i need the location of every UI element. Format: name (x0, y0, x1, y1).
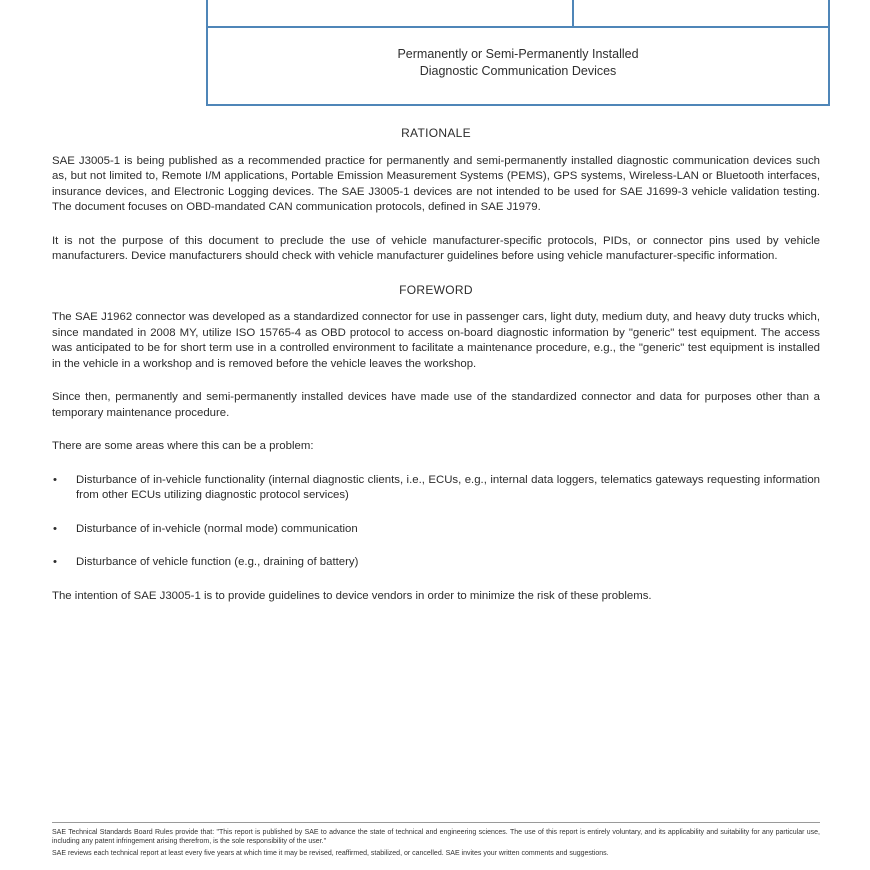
bullet-icon: • (53, 556, 57, 568)
footer-line-2: SAE reviews each technical report at least every five years at which time it may be revised, reaffirmed, stabilized, or cancelled. SAE invites your written comments and suggestions. (52, 850, 609, 857)
rationale-heading: RATIONALE (401, 126, 471, 140)
foreword-paragraph-2: Since then, permanently and semi-permanently installed devices have made use of the standardized connector and data for purposes other than a temporary maintenance procedure. (52, 391, 820, 419)
list-item-text: Disturbance of vehicle function (e.g., draining of battery) (76, 556, 359, 568)
title-box-divider (572, 0, 574, 26)
foreword-paragraph-3: There are some areas where this can be a problem: (52, 440, 314, 452)
document-title (208, 46, 828, 80)
list-item (52, 473, 820, 504)
list-item (52, 555, 820, 571)
page-footer (52, 822, 820, 861)
document-title-line-1: Permanently or Semi-Permanently Installed (397, 47, 639, 61)
rationale-paragraph-2: It is not the purpose of this document to preclude the use of vehicle manufacturer-specific protocols, PIDs, or connector pins used by vehicle manufacturers. Device manufacturers should check with vehicle manufacturer guidelines before using vehicle manufacturer-specific information. (52, 234, 820, 262)
bullet-icon: • (53, 522, 57, 535)
foreword-closing: The intention of SAE J3005-1 is to provide guidelines to device vendors in order to minimize the risk of these problems. (52, 589, 652, 602)
footer-line-1: SAE Technical Standards Board Rules provide that: "This report is published by SAE to advance the state of technical and engineering sciences. The use of this report is entirely voluntary, and its applicability and suitability for any particular use, including any patent infringement arising therefrom, is the sole responsibility of the user." (52, 829, 820, 845)
title-box-top-row (208, 0, 828, 28)
problem-list (52, 473, 820, 571)
rationale-paragraph-1: SAE J3005-1 is being published as a recommended practice for permanently and semi-permanently installed diagnostic communication devices such as, but not limited to, Remote I/M applications, Portable Emission Measurement Systems (PEMS), GPS systems, Wireless-LAN or Bluetooth interfaces, insurance devices, and Electronic Logging devices. The SAE J3005-1 devices are not intended to be used for SAE J1699-3 vehicle validation testing. The document focuses on OBD-mandated CAN communication protocols, defined in SAE J1979. (52, 154, 820, 213)
document-title-line-2: Diagnostic Communication Devices (419, 64, 617, 78)
foreword-heading: FOREWORD (399, 282, 473, 297)
list-item (52, 522, 820, 538)
bullet-icon: • (53, 473, 57, 486)
title-box (206, 0, 830, 106)
foreword-paragraph-1: The SAE J1962 connector was developed as a standardized connector for use in passenger cars, light duty, medium duty, and heavy duty trucks which, since mandated in 2008 MY, utilize ISO 15765-4 as OBD protocol to access on-board diagnostic information by "generic" test equipment. The access was anticipated to be for short term use in a controlled environment to facilitate a maintenance procedure, e.g., the "generic" test equipment is installed in the vehicle in a workshop and is removed before the vehicle leaves the workshop. (52, 311, 820, 370)
list-item-text: Disturbance of in-vehicle functionality (internal diagnostic clients, i.e., ECUs, e.g., internal data loggers, telematics gateways requesting information from other ECUs utilizing diagnostic protocol services) (76, 473, 820, 501)
document-body (52, 126, 820, 622)
list-item-text: Disturbance of in-vehicle (normal mode) communication (76, 522, 358, 535)
